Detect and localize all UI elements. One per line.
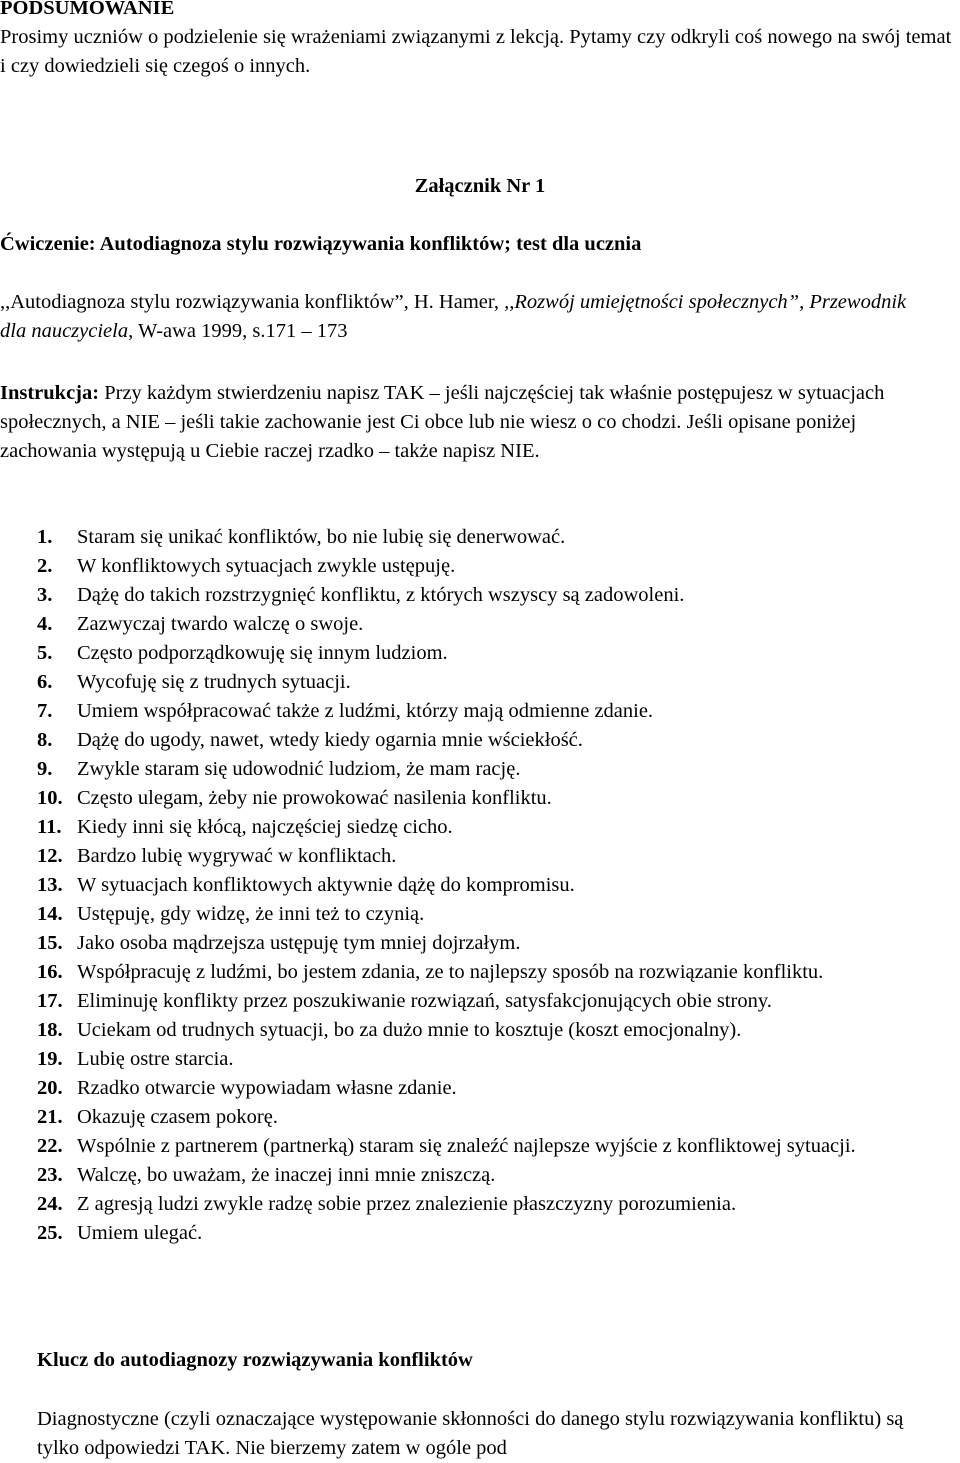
item-text: Rzadko otwarcie wypowiadam własne zdanie. — [77, 1077, 457, 1099]
list-item — [37, 1016, 960, 1045]
item-number: 7. — [37, 700, 53, 722]
item-text: Zwykle staram się udowodnić ludziom, że mam rację. — [77, 758, 521, 780]
reference-citation — [0, 288, 930, 346]
item-text: Współpracuję z ludźmi, bo jestem zdania, ze to najlepszy sposób na rozwiązanie konfliktu. — [77, 961, 824, 983]
item-text: Okazuję czasem pokorę. — [77, 1106, 278, 1128]
item-text: Eliminuję konflikty przez poszukiwanie rozwiązań, satysfakcjonujących obie strony. — [77, 990, 772, 1012]
list-item — [37, 1219, 960, 1248]
item-text: Walczę, bo uważam, że inaczej inni mnie zniszczą. — [77, 1164, 496, 1186]
list-item — [37, 697, 960, 726]
list-item — [37, 987, 960, 1016]
item-text: Bardzo lubię wygrywać w konfliktach. — [77, 845, 397, 867]
list-item — [37, 784, 960, 813]
list-item — [37, 1103, 960, 1132]
instruction-label: Instrukcja: — [0, 382, 100, 404]
item-number: 14. — [37, 903, 63, 925]
item-number: 25. — [37, 1222, 63, 1244]
item-number: 1. — [37, 526, 53, 548]
statement-list — [37, 523, 960, 1248]
summary-text: Prosimy uczniów o podzielenie się wrażeniami związanymi z lekcją. Pytamy czy odkryli coś nowego na swój temat i czy dowiedzieli się czegoś o innych. — [0, 26, 952, 77]
item-text: Jako osoba mądrzejsza ustępuję tym mniej dojrzałym. — [77, 932, 521, 954]
list-item — [37, 610, 960, 639]
item-text: Umiem ulegać. — [77, 1222, 203, 1244]
key-heading: Klucz do autodiagnozy rozwiązywania konfliktów — [37, 1349, 473, 1371]
item-text: Często ulegam, żeby nie prowokować nasilenia konfliktu. — [77, 787, 552, 809]
item-number: 2. — [37, 555, 53, 577]
list-item — [37, 929, 960, 958]
instruction-text: Przy każdym stwierdzeniu napisz TAK – jeśli najczęściej tak właśnie postępujesz w sytuacjach społecznych, a NIE – jeśli takie zachowanie jest Ci obce lub nie wiesz o co chodzi. Jeśli opisane poniżej zachowania występują u Ciebie raczej rzadko – także napisz NIE. — [0, 382, 885, 462]
item-text: Staram się unikać konfliktów, bo nie lubię się denerwować. — [77, 526, 566, 548]
item-number: 24. — [37, 1193, 63, 1215]
item-number: 23. — [37, 1164, 63, 1186]
list-item — [37, 726, 960, 755]
exercise-title: Ćwiczenie: Autodiagnoza stylu rozwiązywania konfliktów; test dla ucznia — [0, 233, 642, 255]
item-number: 11. — [37, 816, 62, 838]
item-text: Zazwyczaj twardo walczę o swoje. — [77, 613, 364, 635]
item-text: Wspólnie z partnerem (partnerką) staram się znaleźć najlepsze wyjście z konfliktowej sytuacji. — [77, 1135, 856, 1157]
key-text: Diagnostyczne (czyli oznaczające występowanie skłonności do danego stylu rozwiązywania konfliktu) są tylko odpowiedzi TAK. Nie bierzemy zatem w ogóle pod — [37, 1408, 904, 1459]
item-number: 21. — [37, 1106, 63, 1128]
reference-italic: ,,Rozwój umiejętności społecznych”, Przewodnik dla nauczyciela, — [0, 291, 907, 342]
item-text: Wycofuję się z trudnych sytuacji. — [77, 671, 351, 693]
item-text: Często podporządkowuję się innym ludziom. — [77, 642, 448, 664]
item-number: 19. — [37, 1048, 63, 1070]
item-number: 4. — [37, 613, 53, 635]
item-number: 18. — [37, 1019, 63, 1041]
item-text: Dążę do takich rozstrzygnięć konfliktu, z których wszyscy są zadowoleni. — [77, 584, 685, 606]
item-number: 10. — [37, 787, 63, 809]
item-text: Lubię ostre starcia. — [77, 1048, 234, 1070]
list-item — [37, 1132, 960, 1161]
item-number: 13. — [37, 874, 63, 896]
item-number: 8. — [37, 729, 53, 751]
item-number: 17. — [37, 990, 63, 1012]
item-number: 6. — [37, 671, 53, 693]
list-item — [37, 755, 960, 784]
list-item — [37, 1161, 960, 1190]
list-item — [37, 958, 960, 987]
item-number: 15. — [37, 932, 63, 954]
list-item — [37, 523, 960, 552]
reference-plain: ,,Autodiagnoza stylu rozwiązywania konfliktów”, H. Hamer, — [0, 291, 505, 313]
list-item — [37, 900, 960, 929]
item-text: Z agresją ludzi zwykle radzę sobie przez znalezienie płaszczyzny porozumienia. — [77, 1193, 737, 1215]
item-text: Dążę do ugody, nawet, wtedy kiedy ogarnia mnie wściekłość. — [77, 729, 583, 751]
item-text: Uciekam od trudnych sytuacji, bo za dużo mnie to kosztuje (koszt emocjonalny). — [77, 1019, 742, 1041]
attachment-title: Załącznik Nr 1 — [414, 175, 546, 197]
item-number: 12. — [37, 845, 63, 867]
list-item — [37, 871, 960, 900]
item-number: 16. — [37, 961, 63, 983]
instruction-paragraph — [0, 379, 935, 466]
list-item — [37, 1045, 960, 1074]
item-text: W konfliktowych sytuacjach zwykle ustępuję. — [77, 555, 456, 577]
item-number: 20. — [37, 1077, 63, 1099]
item-number: 3. — [37, 584, 53, 606]
list-item — [37, 1190, 960, 1219]
item-text: Umiem współpracować także z ludźmi, którzy mają odmienne zdanie. — [77, 700, 654, 722]
item-number: 9. — [37, 758, 53, 780]
list-item — [37, 581, 960, 610]
item-text: W sytuacjach konfliktowych aktywnie dążę do kompromisu. — [77, 874, 575, 896]
list-item — [37, 813, 960, 842]
item-number: 22. — [37, 1135, 63, 1157]
list-item — [37, 842, 960, 871]
list-item — [37, 668, 960, 697]
item-text: Kiedy inni się kłócą, najczęściej siedzę cicho. — [77, 816, 453, 838]
list-item — [37, 1074, 960, 1103]
summary-heading: PODSUMOWANIE — [0, 0, 175, 19]
item-text: Ustępuję, gdy widzę, że inni też to czynią. — [77, 903, 425, 925]
list-item — [37, 552, 960, 581]
reference-tail: W-awa 1999, s.171 – 173 — [133, 320, 348, 342]
list-item — [37, 639, 960, 668]
item-number: 5. — [37, 642, 53, 664]
